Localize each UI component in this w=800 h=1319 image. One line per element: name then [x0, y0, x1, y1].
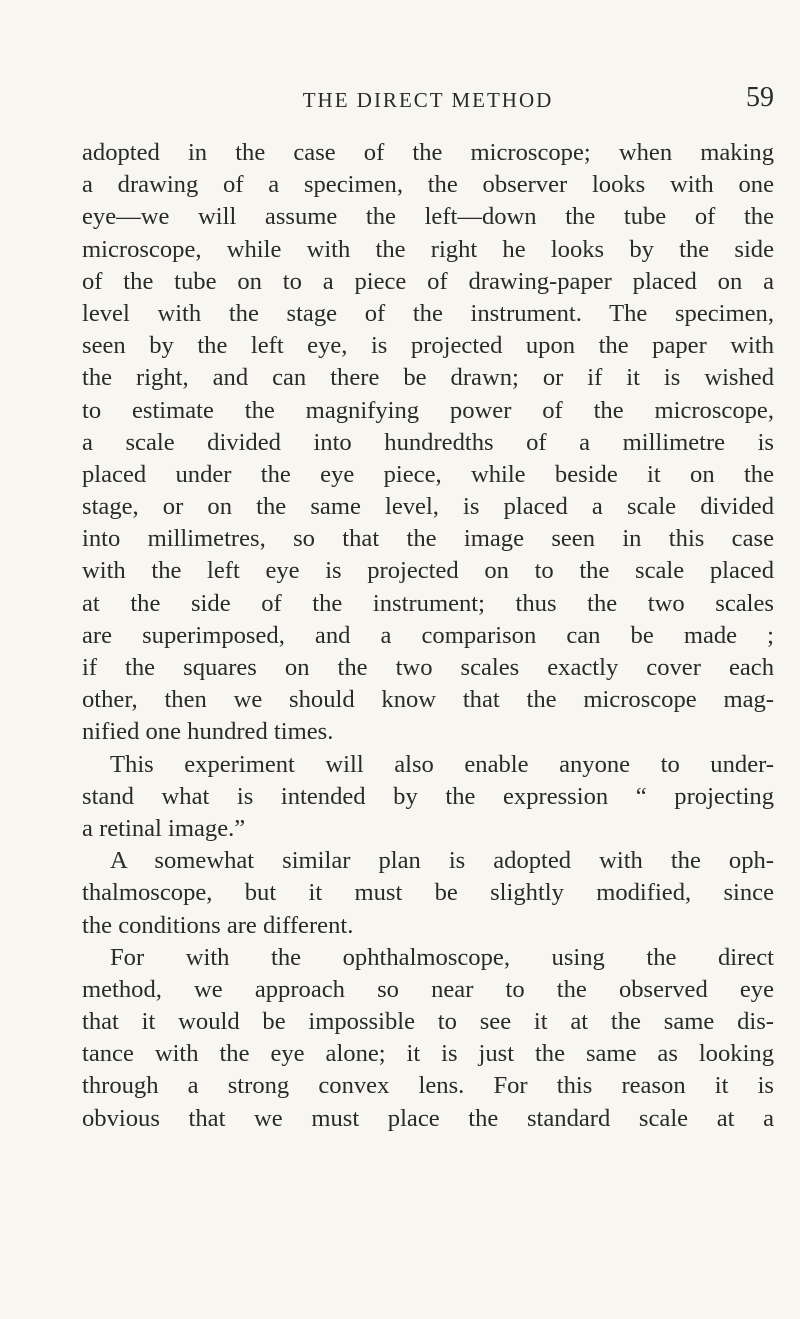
text-line: placed under the eye piece, while beside it on the: [82, 460, 774, 488]
text-line: into millimetres, so that the image seen in this case: [82, 525, 774, 553]
text-line: microscope, while with the right he looks by the side: [82, 235, 774, 263]
text-line: the conditions are different.: [82, 911, 354, 939]
text-line: a scale divided into hundredths of a millimetre is: [82, 428, 774, 456]
text-line: through a strong convex lens. For this reason it is: [82, 1072, 774, 1100]
text-line: eye—we will assume the left—down the tube of the: [82, 203, 774, 231]
text-line: stand what is intended by the expression “ projecting: [82, 782, 774, 810]
text-line: nified one hundred times.: [82, 718, 334, 746]
text-line: level with the stage of the instrument. The specimen,: [82, 299, 774, 327]
running-head: [82, 82, 774, 116]
text-line: with the left eye is projected on to the scale placed: [82, 557, 774, 585]
text-line: adopted in the case of the microscope; when making: [82, 139, 774, 166]
text-line: stage, or on the same level, is placed a scale divided: [82, 493, 774, 521]
text-line: seen by the left eye, is projected upon the paper with: [82, 332, 774, 360]
text-line: of the tube on to a piece of drawing-paper placed on a: [82, 267, 774, 295]
text-line: are superimposed, and a comparison can be made ;: [82, 621, 774, 649]
text-line: the right, and can there be drawn; or if it is wished: [82, 364, 774, 392]
text-line: method, we approach so near to the observed eye: [82, 975, 774, 1003]
text-line: at the side of the instrument; thus the two scales: [82, 589, 774, 617]
text-line: if the squares on the two scales exactly cover each: [82, 654, 774, 681]
text-line: thalmoscope, but it must be slightly modified, since: [82, 879, 774, 907]
text-line: other, then we should know that the microscope mag-: [82, 686, 774, 714]
text-line: that it would be impossible to see it at the same dis-: [82, 1008, 774, 1036]
running-title: THE DIRECT METHOD: [302, 88, 554, 112]
text-line: tance with the eye alone; it is just the same as looking: [82, 1040, 774, 1068]
text-line: This experiment will also enable anyone to under-: [110, 750, 774, 778]
text-line: a retinal image.”: [82, 814, 246, 842]
text-line: a drawing of a specimen, the observer looks with one: [82, 171, 774, 199]
body-text: [82, 137, 774, 1135]
text-line: obvious that we must place the standard scale at a: [82, 1104, 774, 1132]
text-line: For with the ophthalmoscope, using the direct: [110, 943, 774, 971]
text-line: to estimate the magnifying power of the microscope,: [82, 396, 774, 424]
page-number: 59: [746, 82, 774, 113]
text-line: A somewhat similar plan is adopted with the oph-: [110, 847, 774, 875]
